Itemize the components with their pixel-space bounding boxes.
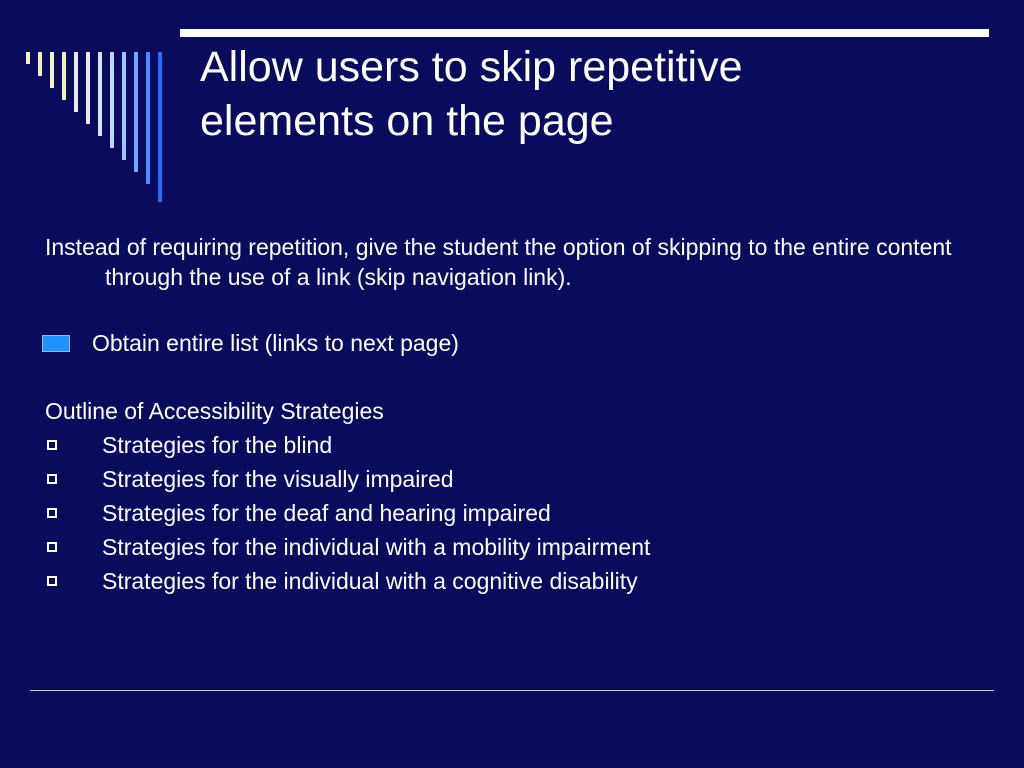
list-item-label: Strategies for the deaf and hearing impaired <box>102 500 551 526</box>
outline-heading: Outline of Accessibility Strategies <box>45 398 384 424</box>
decorative-bar <box>134 52 138 172</box>
list-item-label: Strategies for the individual with a cognitive disability <box>102 568 638 594</box>
list-item <box>45 564 650 598</box>
decorative-bar <box>50 52 54 88</box>
decorative-bar <box>146 52 150 184</box>
list-item <box>45 530 650 564</box>
square-bullet-icon <box>47 576 57 586</box>
outline-list <box>45 428 650 598</box>
skip-link-row[interactable] <box>42 328 459 358</box>
square-bullet-icon <box>47 440 57 450</box>
list-item-label: Strategies for the visually impaired <box>102 466 454 492</box>
decorative-bar <box>110 52 114 148</box>
decorative-bar <box>98 52 102 136</box>
decorative-bar <box>26 52 30 64</box>
decorative-bar <box>122 52 126 160</box>
decorative-bars <box>0 0 180 220</box>
slide-title-line-2: elements on the page <box>200 97 614 145</box>
outline-section <box>45 394 650 598</box>
top-rule <box>180 29 989 37</box>
decorative-bar <box>74 52 78 112</box>
decorative-bar <box>62 52 66 100</box>
slide-title <box>200 40 980 148</box>
link-button-icon[interactable] <box>42 335 70 352</box>
list-item-label: Strategies for the individual with a mobility impairment <box>102 534 651 560</box>
list-item-label: Strategies for the blind <box>102 432 333 458</box>
list-item <box>45 462 650 496</box>
square-bullet-icon <box>47 542 57 552</box>
intro-paragraph: Instead of requiring repetition, give the student the option of skipping to the entire content through the use of a link (skip navigation link). <box>45 234 952 290</box>
obtain-list-link[interactable]: Obtain entire list (links to next page) <box>92 330 459 356</box>
intro-block <box>45 232 975 292</box>
square-bullet-icon <box>47 508 57 518</box>
decorative-bar <box>158 52 162 202</box>
slide-title-line-1: Allow users to skip repetitive <box>200 43 743 91</box>
list-item <box>45 496 650 530</box>
decorative-bar <box>86 52 90 124</box>
bottom-rule <box>30 690 994 691</box>
square-bullet-icon <box>47 474 57 484</box>
list-item <box>45 428 650 462</box>
decorative-bar <box>38 52 42 76</box>
